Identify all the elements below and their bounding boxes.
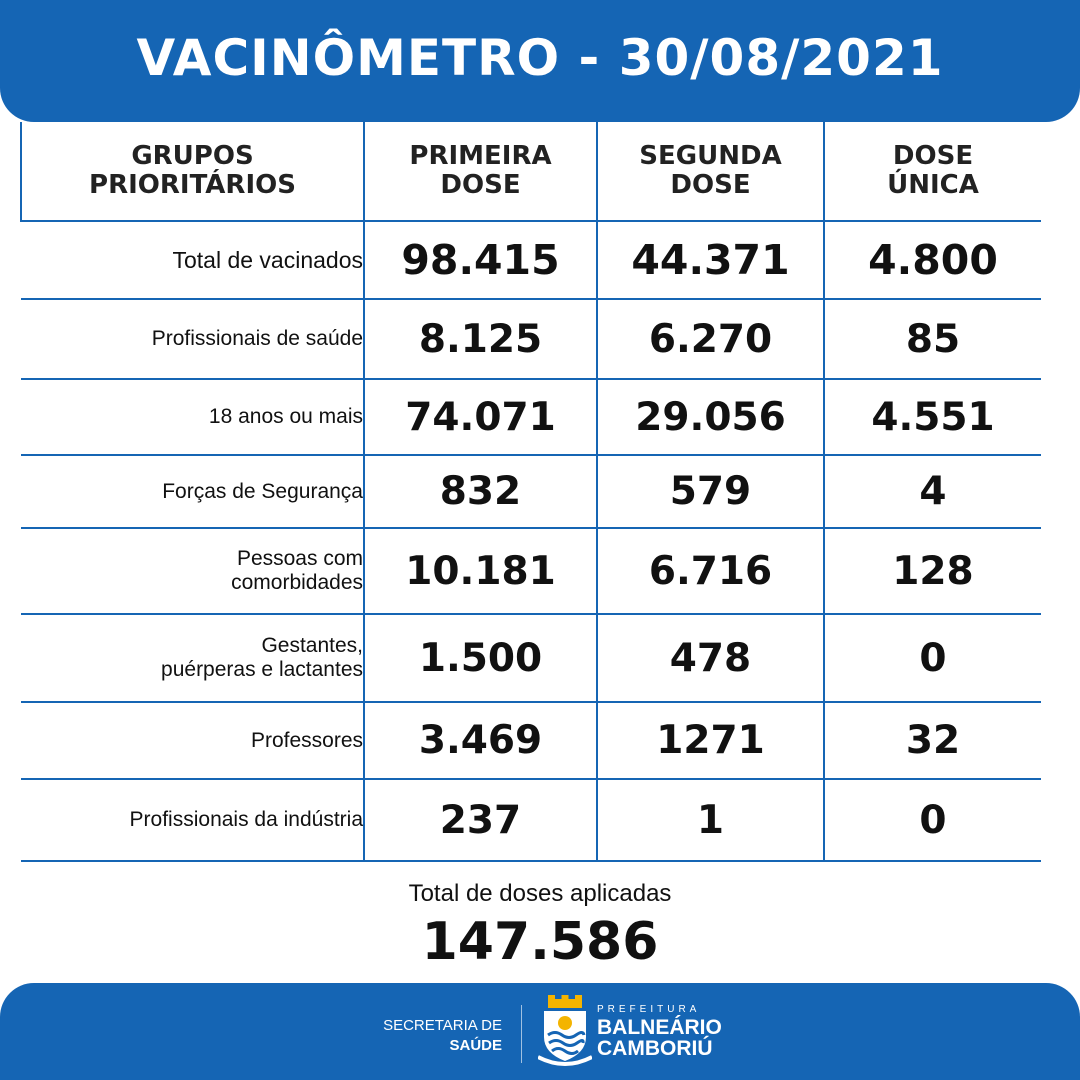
first-dose-value: 8.125 [364, 299, 597, 379]
row-label: Profissionais da indústria [21, 779, 364, 861]
second-dose-value: 478 [597, 614, 824, 702]
table-row [21, 455, 1041, 528]
single-dose-value: 4.800 [824, 221, 1041, 299]
row-label: Profissionais de saúde [21, 299, 364, 379]
single-dose-value: 85 [824, 299, 1041, 379]
first-dose-value: 1.500 [364, 614, 597, 702]
total-doses-value: 147.586 [421, 912, 659, 972]
table-row [21, 702, 1041, 779]
row-label: 18 anos ou mais [21, 379, 364, 455]
second-dose-value: 6.716 [597, 528, 824, 614]
column-header-first-dose: PRIMEIRA DOSE [364, 122, 597, 221]
health-department-label: SECRETARIA DE SAÚDE [383, 1017, 502, 1054]
column-header-second-dose: SEGUNDA DOSE [597, 122, 824, 221]
first-dose-value: 74.071 [364, 379, 597, 455]
single-dose-value: 4.551 [824, 379, 1041, 455]
second-dose-value: 29.056 [597, 379, 824, 455]
footer-divider [521, 1005, 522, 1063]
total-doses-summary [0, 880, 1080, 972]
column-header-single-dose: DOSE ÚNICA [824, 122, 1041, 221]
row-label: Forças de Segurança [21, 455, 364, 528]
table-row [21, 221, 1041, 299]
table-row [21, 299, 1041, 379]
row-label: Gestantes, puérperas e lactantes [21, 614, 364, 702]
single-dose-value: 0 [824, 779, 1041, 861]
first-dose-value: 237 [364, 779, 597, 861]
row-label: Professores [21, 702, 364, 779]
first-dose-value: 98.415 [364, 221, 597, 299]
total-doses-label: Total de doses aplicadas [408, 880, 672, 907]
second-dose-value: 579 [597, 455, 824, 528]
single-dose-value: 128 [824, 528, 1041, 614]
second-dose-value: 6.270 [597, 299, 824, 379]
column-header-groups: GRUPOS PRIORITÁRIOS [21, 122, 364, 221]
first-dose-value: 3.469 [364, 702, 597, 779]
single-dose-value: 0 [824, 614, 1041, 702]
city-crest-icon [538, 995, 592, 1069]
first-dose-value: 832 [364, 455, 597, 528]
table-row [21, 528, 1041, 614]
first-dose-value: 10.181 [364, 528, 597, 614]
page-title: VACINÔMETRO - 30/08/2021 [136, 29, 944, 87]
table-row [21, 779, 1041, 861]
row-label: Total de vacinados [21, 221, 364, 299]
footer-banner [0, 983, 1080, 1080]
row-label: Pessoas com comorbidades [21, 528, 364, 614]
second-dose-value: 1 [597, 779, 824, 861]
single-dose-value: 32 [824, 702, 1041, 779]
second-dose-value: 44.371 [597, 221, 824, 299]
header-banner [0, 0, 1080, 122]
table-row [21, 614, 1041, 702]
city-hall-logo-text: PREFEITURA BALNEÁRIO CAMBORIÚ [597, 1004, 722, 1060]
vaccination-table [20, 122, 1041, 862]
table-row [21, 379, 1041, 455]
single-dose-value: 4 [824, 455, 1041, 528]
second-dose-value: 1271 [597, 702, 824, 779]
